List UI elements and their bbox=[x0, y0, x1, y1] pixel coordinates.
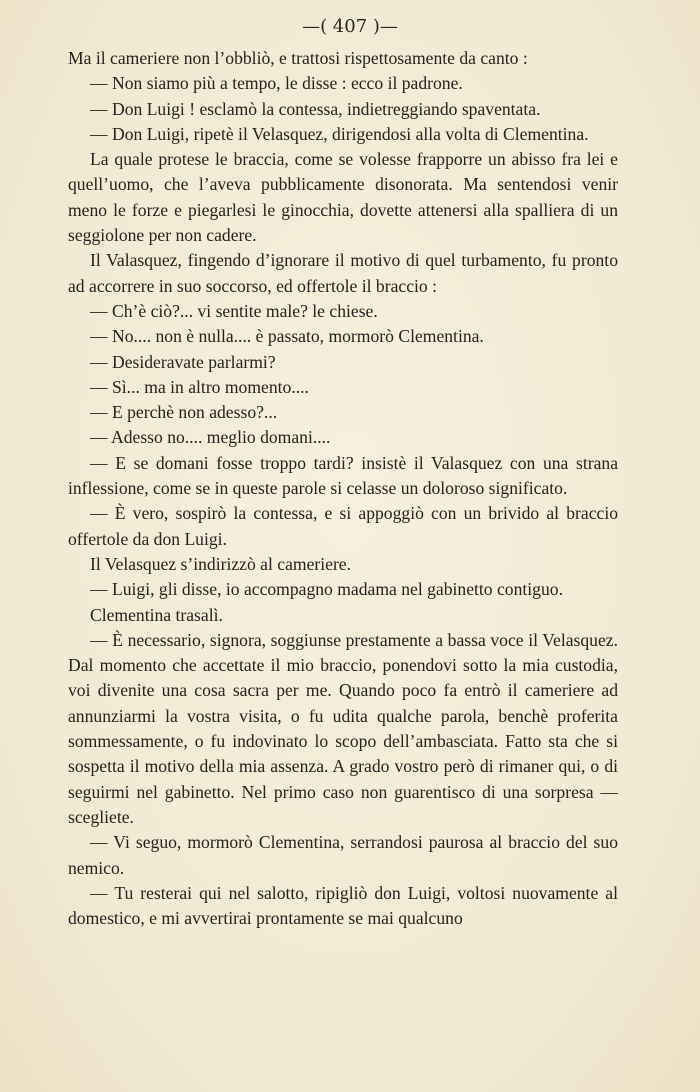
paragraph: — E se domani fosse troppo tardi? insistè il Valasquez con una strana inflessione, come se in queste parole si celasse un doloroso significato. bbox=[68, 452, 618, 499]
paragraph: — Sì... ma in altro momento.... bbox=[90, 376, 309, 397]
paragraph: La quale protese le braccia, come se volesse frapporre un abisso fra lei e quell’uomo, che l’aveva pubblicamente disonorata. Ma sentendosi venir meno le forze e piegarlesi le ginocchia, dovette attenersi alla spalliera di un seggiolone per non cadere. bbox=[68, 149, 618, 246]
paragraph: — È necessario, signora, soggiunse prestamente a bassa voce il Velasquez. Dal momento che accettate il mio braccio, ponendovi sotto la mia custodia, voi divenite una cosa sacra per me. Quando poco fa entrò il cameriere ad annunziarmi la vostra visita, o fu udita qualche parola, benchè proferita sommessamente, o fu indovinato lo scopo dell’ambasciata. Fatto sta che si sospetta il motivo della mia assenza. A grado vostro però di rimaner qui, o di seguirmi nel gabinetto. Nel primo caso non guarentisco di una sorpresa — scegliete. bbox=[68, 629, 618, 827]
paragraph: Il Valasquez, fingendo d’ignorare il motivo di quel turbamento, fu pronto ad accorrere in suo soccorso, ed offertole il braccio : bbox=[68, 250, 618, 296]
body-text bbox=[68, 46, 618, 931]
paragraph: Ma il cameriere non l’obbliò, e trattosi rispettosamente da canto : bbox=[68, 48, 528, 68]
paragraph: — Don Luigi ! esclamò la contessa, indietreggiando spaventata. bbox=[90, 98, 541, 119]
paragraph: — Desideravate parlarmi? bbox=[90, 351, 276, 372]
paragraph: Il Velasquez s’indirizzò al cameriere. bbox=[90, 553, 352, 574]
paragraph: Clementina trasalì. bbox=[90, 604, 223, 625]
paragraph: — Non siamo più a tempo, le disse : ecco il padrone. bbox=[90, 73, 463, 94]
paragraph: — Ch’è ciò?... vi sentite male? le chiese. bbox=[90, 300, 378, 321]
paragraph: — Tu resterai qui nel salotto, ripigliò don Luigi, voltosi nuovamente al domestico, e mi avvertirai prontamente se mai qualcuno bbox=[68, 882, 618, 929]
page-number: —( 407 )— bbox=[302, 16, 398, 37]
paragraph: — Luigi, gli disse, io accompagno madama nel gabinetto contiguo. bbox=[90, 579, 563, 600]
paragraph: — Adesso no.... meglio domani.... bbox=[90, 427, 331, 448]
paragraph: — E perchè non adesso?... bbox=[90, 402, 278, 423]
paragraph: — Vi seguo, mormorò Clementina, serrandosi paurosa al braccio del suo nemico. bbox=[68, 832, 618, 878]
paragraph: — No.... non è nulla.... è passato, mormorò Clementina. bbox=[90, 326, 484, 347]
paragraph: — È vero, sospirò la contessa, e si appoggiò con un brivido al braccio offertole da don Luigi. bbox=[68, 503, 618, 549]
paragraph: — Don Luigi, ripetè il Velasquez, dirigendosi alla volta di Clementina. bbox=[90, 123, 589, 144]
